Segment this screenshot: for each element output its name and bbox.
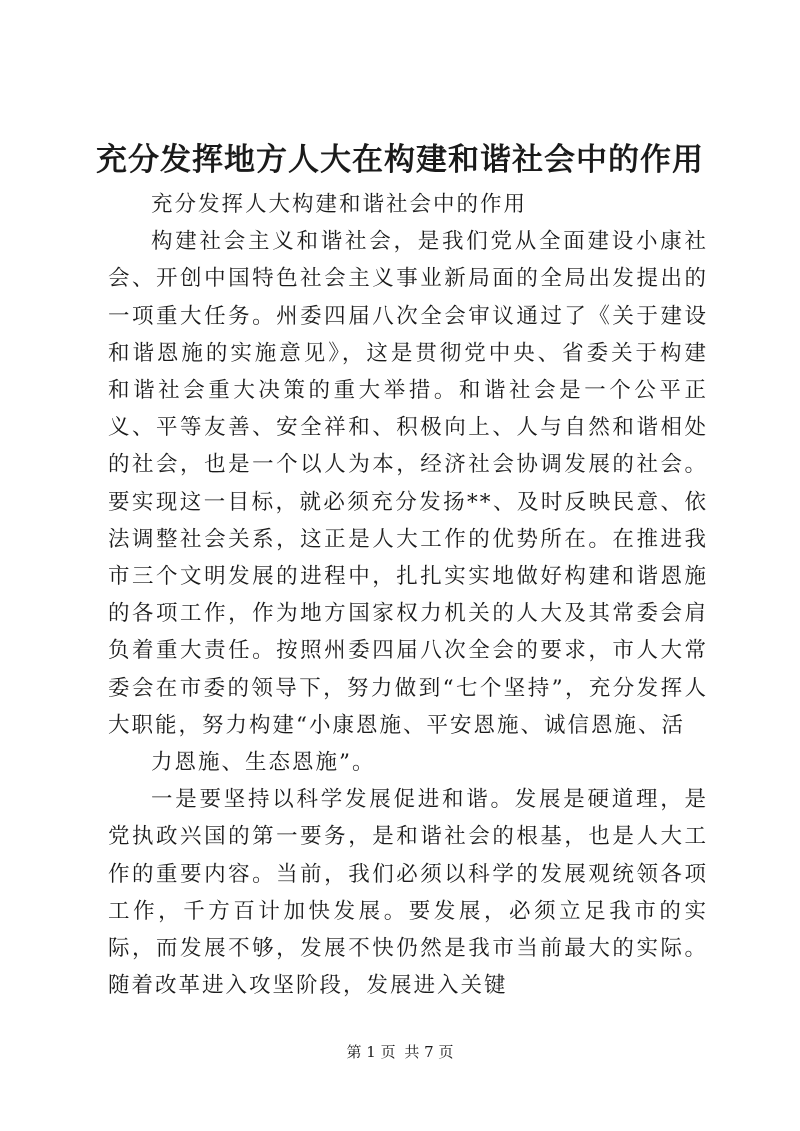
page-footer — [0, 1042, 800, 1062]
body-paragraph: 构建社会主义和谐社会，是我们党从全面建设小康社会、开创中国特色社会主义事业新局面的全局出发提出的一项重大任务。州委四届八次全会审议通过了《关于建设和谐恩施的实施意见》，这是贯彻党中央、省委关于构建和谐社会重大决策的重大举措。和谐社会是一个公平正义、平等友善、安全祥和、积极向上、人与自然和谐相处的社会，也是一个以人为本，经济社会协调发展的社会。要实现这一目标，就必须充分发扬**、及时反映民意、依法调整社会关系，这正是人大工作的优势所在。在推进我市三个文明发展的进程中，扎扎实实地做好构建和谐恩施的各项工作，作为地方国家权力机关的人大及其常委会肩负着重大责任。按照州委四届八次全会的要求，市人大常委会在市委的领导下，努力做到“七个坚持”，充分发挥人大职能，努力构建“小康恩施、平安恩施、诚信恩施、活 — [108, 229, 708, 738]
page-total: 共 7 页 — [404, 1043, 454, 1061]
body-paragraph: 一是要坚持以科学发展促进和谐。发展是硬道理，是党执政兴国的第一要务，是和谐社会的根基，也是人大工作的重要内容。当前，我们必须以科学的发展观统领各项工作，千方百计加快发展。要发展，必须立足我市的实际，而发展不够，发展不快仍然是我市当前最大的实际。随着改革进入攻坚阶段，发展进入关键 — [108, 787, 708, 999]
document-body — [108, 186, 708, 1004]
subtitle-paragraph: 充分发挥人大构建和谐社会中的作用 — [151, 192, 528, 217]
body-paragraph: 力恩施、生态恩施”。 — [151, 750, 376, 776]
page-title: 充分发挥地方人大在构建和谐社会中的作用 — [96, 142, 704, 178]
page-number: 第 1 页 — [346, 1043, 396, 1061]
